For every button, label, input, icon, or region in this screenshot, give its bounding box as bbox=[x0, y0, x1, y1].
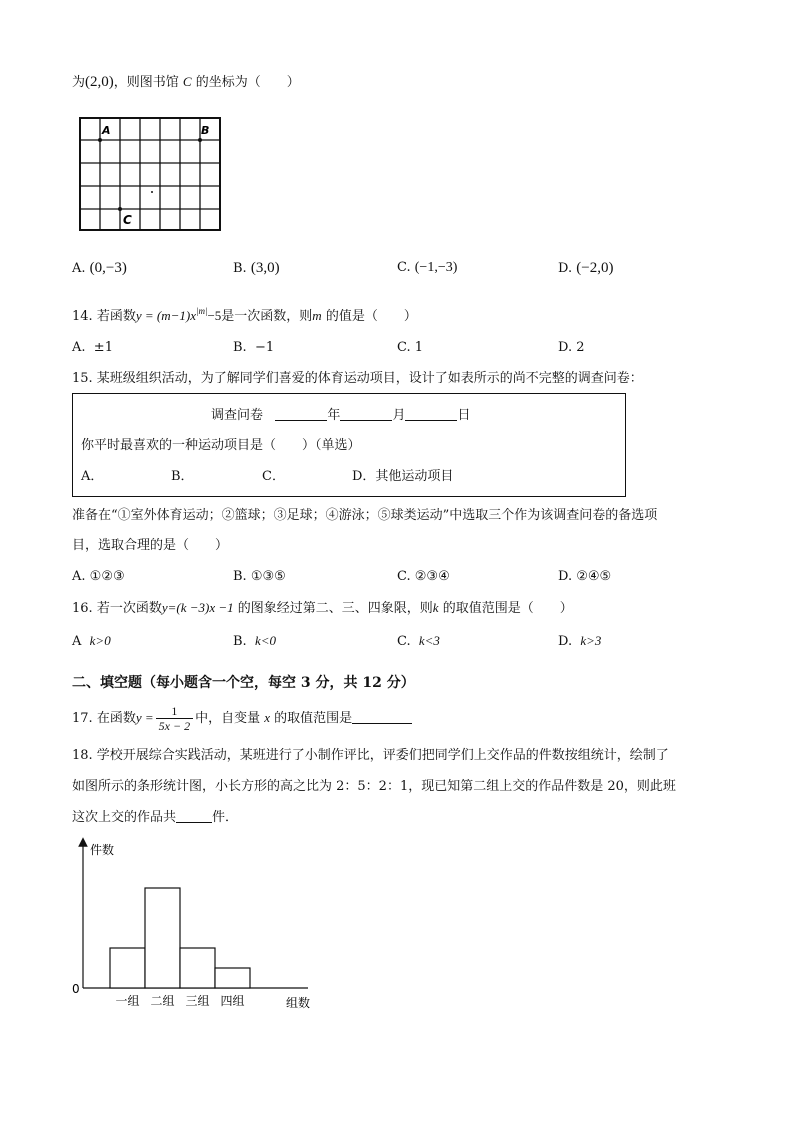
stray-dot bbox=[151, 191, 153, 193]
q16-suffix: 的取值范围是（ ） bbox=[442, 601, 573, 616]
label-b: B bbox=[201, 124, 210, 137]
survey-question: 你平时最喜欢的一种运动项目是（ ）（单选） bbox=[81, 438, 361, 453]
q17-var: x bbox=[264, 710, 271, 725]
q13-stem bbox=[72, 73, 300, 92]
survey-option-c: C． bbox=[262, 469, 285, 484]
q14-options bbox=[72, 339, 732, 357]
survey-option-a: A． bbox=[81, 469, 104, 484]
q18-line1: 18. 学校开展综合实践活动，某班进行了小制作评比，评委们把同学们上交作品的件数按组统计，绘制了 bbox=[72, 748, 669, 763]
survey-title: 调查问卷 bbox=[211, 408, 264, 423]
x-axis-label: 组数 bbox=[286, 996, 311, 1010]
q18-line3 bbox=[72, 808, 238, 827]
q15-option-c[interactable]: C. ②③④ bbox=[397, 569, 450, 584]
q14-option-a[interactable]: A. ±1 bbox=[72, 340, 113, 355]
q14-formula-rhs: −5 bbox=[207, 308, 222, 323]
survey-box bbox=[72, 393, 626, 497]
q13-grid-figure bbox=[76, 114, 224, 234]
q17-fraction bbox=[156, 704, 193, 733]
q14-mid: 是一次函数，则 bbox=[221, 309, 313, 324]
q16-options bbox=[72, 632, 732, 650]
survey-title-row bbox=[211, 406, 470, 425]
q14-formula-lhs: y = (m−1)x bbox=[135, 308, 196, 323]
survey-year-label: 年 bbox=[327, 408, 341, 423]
q13-option-b[interactable]: B. (3,0) bbox=[233, 260, 280, 276]
q14-var: m bbox=[312, 308, 322, 323]
q14-option-c[interactable]: C. 1 bbox=[397, 340, 424, 355]
q17-denominator: 5x − 2 bbox=[158, 719, 191, 733]
q17-lhs: y = bbox=[135, 710, 154, 725]
q13-option-c[interactable]: C. (−1,−3) bbox=[397, 260, 458, 275]
survey-day-blank[interactable] bbox=[405, 406, 457, 421]
q18-line2: 如图所示的条形统计图，小长方形的高之比为 2：5：2：1，现已知第二组上交的作品件数是 20，则此班 bbox=[72, 779, 676, 794]
q13-stem-mid: ，则图书馆 bbox=[113, 75, 179, 90]
q14-suffix: 的值是（ ） bbox=[325, 309, 417, 324]
survey-option-b: B． bbox=[171, 469, 194, 484]
grid-border bbox=[80, 118, 220, 230]
q14-option-d[interactable]: D. 2 bbox=[558, 340, 585, 355]
q13-option-d[interactable]: D. (−2,0) bbox=[558, 260, 614, 276]
category-label-2: 二组 bbox=[150, 994, 175, 1008]
label-a: A bbox=[102, 124, 111, 137]
q16-option-b[interactable]: B. k<0 bbox=[233, 633, 276, 649]
q13-stem-var: C bbox=[182, 74, 192, 89]
y-axis-label: 件数 bbox=[90, 843, 115, 857]
grid-lines bbox=[80, 118, 220, 230]
q17-stem bbox=[72, 700, 412, 737]
category-label-4: 四组 bbox=[220, 994, 245, 1008]
q16-option-d[interactable]: D. k>3 bbox=[558, 633, 602, 649]
bars-group bbox=[110, 888, 250, 988]
q17-numerator: 1 bbox=[156, 704, 193, 719]
q18-answer-blank[interactable] bbox=[176, 808, 212, 823]
q18-line3-prefix: 这次上交的作品共 bbox=[72, 810, 177, 825]
q18-line3-suffix: 件． bbox=[212, 810, 239, 825]
q17-answer-blank[interactable] bbox=[352, 709, 412, 724]
q16-option-c[interactable]: C. k<3 bbox=[397, 633, 440, 649]
q16-prefix: 若一次函数 bbox=[96, 601, 162, 616]
q16-var: k bbox=[432, 600, 439, 615]
q14-exponent: |m| bbox=[195, 306, 208, 316]
q13-stem-coord: (2,0) bbox=[85, 74, 114, 90]
q17-suffix: 的取值范围是 bbox=[274, 711, 353, 726]
q16-number: 16. bbox=[72, 601, 93, 616]
q17-number: 17. bbox=[72, 711, 93, 726]
q16-mid: 的图象经过第二、三、四象限，则 bbox=[237, 601, 433, 616]
origin-label: 0 bbox=[72, 982, 80, 996]
q14-option-b[interactable]: B. −1 bbox=[233, 340, 275, 355]
q14-number: 14. bbox=[72, 309, 93, 324]
q14-stem bbox=[72, 302, 417, 326]
bar-1 bbox=[110, 948, 145, 988]
q18-bar-chart bbox=[60, 836, 340, 1016]
q17-mid: 中，自变量 bbox=[195, 711, 261, 726]
survey-month-label: 月 bbox=[392, 408, 406, 423]
q15-option-d[interactable]: D. ②④⑤ bbox=[558, 569, 612, 584]
survey-month-blank[interactable] bbox=[340, 406, 392, 421]
survey-day-label: 日 bbox=[457, 408, 471, 423]
q15-follow-line2: 目，选取合理的是（ ） bbox=[72, 538, 229, 553]
q15-follow-line1: 准备在“①室外体育运动；②篮球；③足球；④游泳；⑤球类运动”中选取三个作为该调查问卷的备选项 bbox=[72, 508, 658, 523]
section-title: 二、填空题（每小题含一个空，每空 3 分，共 12 分） bbox=[72, 675, 415, 691]
q17-prefix: 在函数 bbox=[96, 711, 136, 726]
bar-2 bbox=[145, 888, 180, 988]
q13-options bbox=[72, 259, 732, 277]
bar-3 bbox=[180, 948, 215, 988]
point-b-dot bbox=[198, 138, 202, 142]
q13-stem-prefix: 为 bbox=[72, 75, 86, 90]
q13-stem-suffix: 的坐标为（ ） bbox=[195, 75, 300, 90]
category-label-3: 三组 bbox=[185, 994, 210, 1008]
q15-options bbox=[72, 568, 732, 586]
label-c: C bbox=[123, 213, 132, 227]
q16-stem bbox=[72, 599, 573, 618]
point-c-dot bbox=[118, 207, 122, 211]
survey-year-blank[interactable] bbox=[275, 406, 327, 421]
category-labels-group bbox=[115, 994, 244, 1008]
survey-option-d: D．其他运动项目 bbox=[352, 469, 454, 484]
q13-option-a[interactable]: A. (0,−3) bbox=[72, 260, 127, 276]
bar-4 bbox=[215, 968, 250, 988]
point-a-dot bbox=[98, 138, 102, 142]
category-label-1: 一组 bbox=[115, 994, 140, 1008]
q15-option-a[interactable]: A. ①②③ bbox=[72, 569, 125, 584]
q16-formula: y=(k −3)x −1 bbox=[161, 600, 234, 615]
q15-option-b[interactable]: B. ①③⑤ bbox=[233, 569, 286, 584]
q15-stem: 15. 某班级组织活动，为了解同学们喜爱的体育运动项目，设计了如表所示的尚不完整的调查问卷： bbox=[72, 371, 643, 386]
q16-option-a[interactable]: A k>0 bbox=[72, 633, 111, 649]
q14-prefix: 若函数 bbox=[96, 309, 136, 324]
